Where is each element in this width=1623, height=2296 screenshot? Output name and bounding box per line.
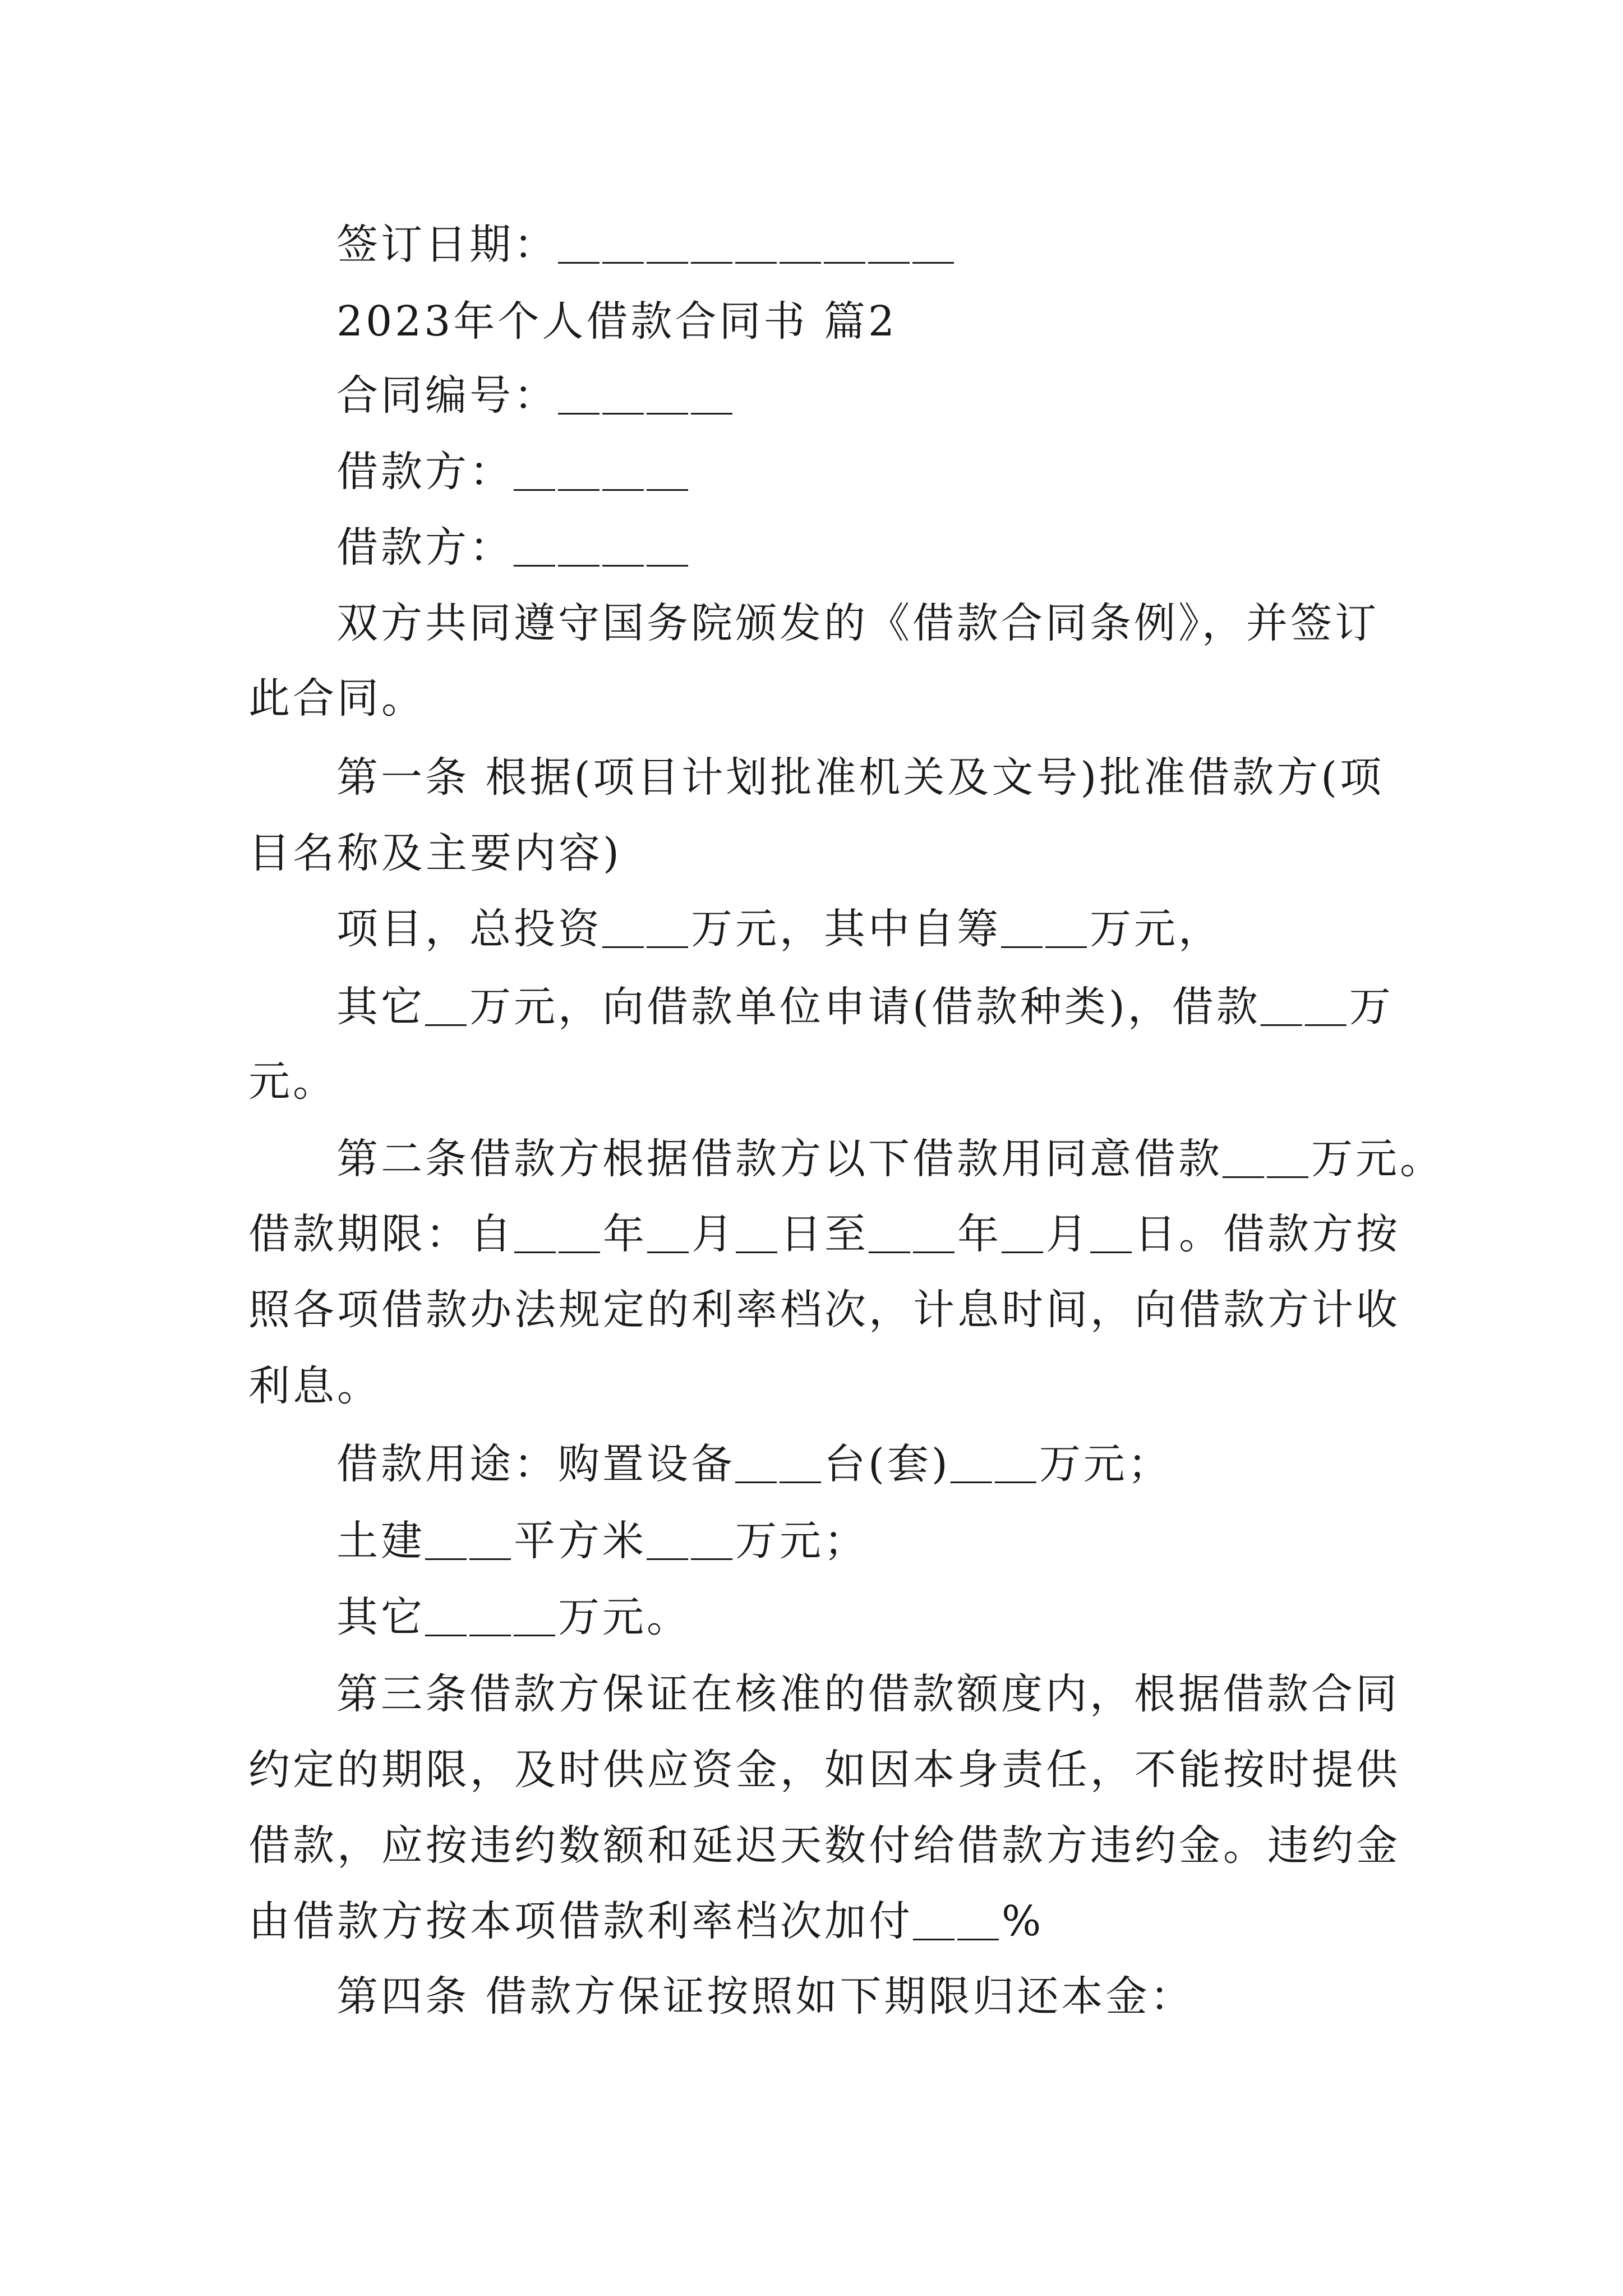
article-2-line-4: 利息。 <box>248 1362 381 1410</box>
project-investment-line: 项目，总投资＿＿万元，其中自筹＿＿万元， <box>336 905 1223 953</box>
preamble-line-1: 双方共同遵守国务院颁发的《借款合同条例》，并签订 <box>336 599 1379 647</box>
article-4-line-1: 第四条 借款方保证按照如下期限归还本金： <box>336 1972 1195 2021</box>
loan-purpose-line: 借款用途：购置设备＿＿台(套)＿＿万元； <box>336 1440 1172 1488</box>
contract-number-line: 合同编号：＿＿＿＿ <box>336 371 735 420</box>
article-2-line-1: 第二条借款方根据借款方以下借款用同意借款＿＿万元。 <box>336 1135 1444 1183</box>
article-1-line-2: 目名称及主要内容) <box>248 829 622 877</box>
preamble-line-2: 此合同。 <box>248 674 426 723</box>
signing-date-line: 签订日期：＿＿＿＿＿＿＿＿＿ <box>336 220 957 269</box>
article-3-line-1: 第三条借款方保证在核准的借款额度内，根据借款合同 <box>336 1670 1400 1718</box>
article-3-line-3: 借款，应按违约数额和延迟天数付给借款方违约金。违约金 <box>248 1821 1400 1870</box>
contract-title: 2023年个人借款合同书 篇2 <box>336 297 897 346</box>
other-purpose-line: 其它＿＿＿万元。 <box>336 1593 691 1641</box>
article-3-line-2: 约定的期限，及时供应资金，如因本身责任，不能按时提供 <box>248 1746 1400 1794</box>
article-3-line-4: 由借款方按本项借款利率档次加付＿＿% <box>248 1897 1044 1945</box>
construction-line: 土建＿＿平方米＿＿万元； <box>336 1517 868 1565</box>
lender-line: 借款方：＿＿＿＿ <box>336 523 691 572</box>
borrower-line: 借款方：＿＿＿＿ <box>336 448 691 496</box>
other-funds-line-2: 元。 <box>248 1057 337 1106</box>
article-2-line-3: 照各项借款办法规定的利率档次，计息时间，向借款方计收 <box>248 1286 1400 1334</box>
article-2-line-2: 借款期限：自＿＿年＿月＿日至＿＿年＿月＿日。借款方按 <box>248 1210 1400 1258</box>
other-funds-line-1: 其它＿万元，向借款单位申请(借款种类)，借款＿＿万 <box>336 983 1394 1031</box>
article-1-line-1: 第一条 根据(项目计划批准机关及文号)批准借款方(项 <box>336 753 1385 802</box>
